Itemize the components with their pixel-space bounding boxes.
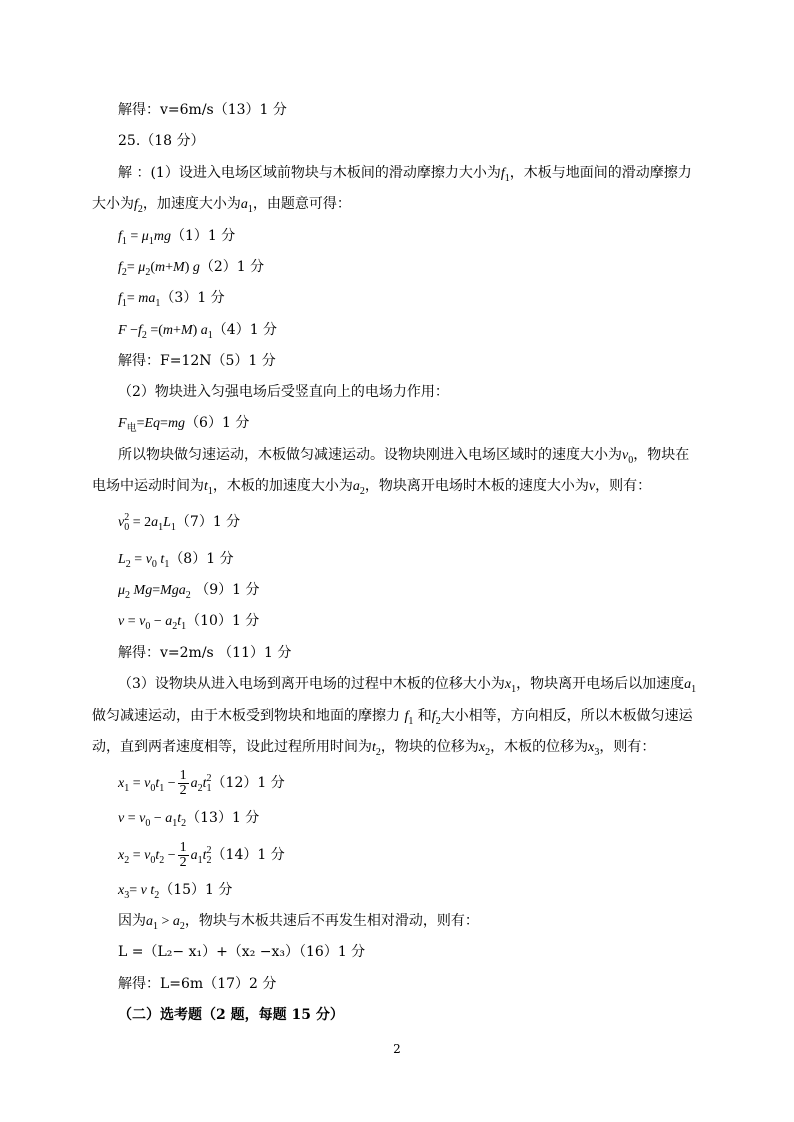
symbol-f2: $f_2$	[431, 709, 441, 727]
equation-body: $v = v_0 - a_2t_1$	[118, 614, 187, 632]
equation-tag: （14）1 分	[211, 847, 285, 863]
text-fragment: 大小为	[92, 196, 134, 212]
paragraph-3-line-1	[118, 674, 696, 695]
line-solution-13: 解得：v=6m/s（13）1 分	[118, 102, 287, 118]
equation-13	[118, 808, 259, 829]
equation-14	[118, 840, 285, 870]
text-fragment: 动，直到两者速度相等，设此过程所用时间为	[92, 739, 372, 755]
equation-tag: （4）1 分	[212, 322, 278, 338]
equation-body: $F_电=Eq=mg$	[118, 416, 186, 434]
equation-body: $f_1 = \mu_1mg$	[118, 229, 171, 247]
equation-tag: （10）1 分	[186, 613, 260, 629]
line-solution-11: 解得：v=2m/s （11）1 分	[118, 645, 292, 661]
equation-6	[118, 413, 249, 434]
symbol-a2: $a_2$	[352, 479, 365, 497]
equation-tag: （12）1 分	[211, 775, 285, 791]
paragraph-2-line-1	[118, 445, 689, 466]
equation-7	[118, 512, 240, 533]
symbol-t1: $t_1$	[204, 479, 213, 497]
text-fragment: ，物块在	[633, 447, 690, 463]
equation-15	[118, 880, 232, 901]
symbol-f1: $f_1$	[500, 166, 510, 184]
paragraph-3-line-3	[92, 737, 655, 758]
equation-tag: （7）1 分	[175, 514, 241, 530]
equation-2	[118, 257, 264, 278]
symbol-f1: $f_1$	[404, 709, 414, 727]
equation-tag: （1）1 分	[170, 228, 236, 244]
text-fragment: ，则有：	[595, 478, 652, 494]
text-fragment: 做匀减速运动，由于木板受到物块和地面的摩擦力	[92, 708, 400, 724]
equation-tag: （9）1 分	[195, 582, 260, 598]
text-fragment: （3）设物块从进入电场到离开电场的过程中木板的位移大小为	[118, 676, 505, 692]
equation-10	[118, 611, 259, 632]
fraction-half: $\frac{1}{2}$	[179, 768, 187, 799]
equation-body: $x_2 = v_0t_2$ − $\frac{1}{2}$ $a_1t_2^2$	[118, 840, 212, 871]
text-fragment: ，则有：	[599, 739, 656, 755]
text-fragment: ，木板与地面间的滑动摩擦力	[509, 165, 692, 181]
text-fragment: ，木板的加速度大小为	[212, 478, 353, 494]
text-fragment: 所以物块做匀速运动，木板做匀减速运动。设物块刚进入电场区域时的速度大小为	[118, 447, 622, 463]
equation-tag: （15）1 分	[159, 882, 233, 898]
text-fragment: ，由题意可得：	[252, 196, 351, 212]
text-fragment: ，物块的位移为	[380, 739, 479, 755]
equation-1	[118, 226, 235, 247]
equation-body: $v = v_0 - a_1t_2$	[118, 811, 187, 829]
equation-body: $f_2= \mu_2(m+M)$ g	[118, 260, 200, 278]
symbol-f2: $f_2$	[134, 197, 143, 215]
equation-tag: （8）1 分	[169, 551, 234, 567]
symbol-x3: $x_3$	[588, 740, 600, 758]
equation-body: $L_2 = v_0$ $t_1$	[118, 552, 170, 570]
text-fragment: 大小相等，方向相反，所以木板做匀速运	[440, 708, 693, 724]
paragraph-2-line-2	[92, 476, 651, 497]
symbol-v: v	[588, 479, 596, 494]
equation-tag: （6）1 分	[185, 415, 250, 431]
inequality-a1-gt-a2: $a_1 > a_2$	[146, 914, 185, 932]
symbol-a1: $a_1$	[240, 197, 253, 215]
equation-body: $x_1 = v_0t_1$ − $\frac{1}{2}$ $a_2t_1^2$	[118, 768, 212, 799]
text-fragment: 和	[417, 708, 432, 724]
symbol-x1: $x_1$	[504, 677, 517, 695]
equation-tag: （3）1 分	[160, 290, 225, 306]
text-fragment: ，木板的位移为	[490, 739, 589, 755]
symbol-v0: $v_0$	[622, 448, 634, 466]
part-2-intro: （2）物块进入匀强电场后受竖直向上的电场力作用：	[118, 384, 449, 400]
symbol-a1: $a_1$	[684, 677, 697, 695]
equation-body: $f_1= ma_1$	[118, 291, 161, 309]
paragraph-1-line-2	[92, 194, 351, 215]
section-heading-optional: （二）选考题（2 题，每题 15 分）	[118, 1007, 344, 1023]
paragraph-1-line-1	[118, 163, 692, 184]
text-fragment: ，物块离开电场后以加速度	[516, 676, 685, 692]
equation-4	[118, 320, 277, 341]
equation-body: $v_0^2 = 2a_1L_1$	[118, 512, 176, 533]
equation-body: $\mu_2$ Mg=Mga$_2$	[118, 583, 191, 601]
text-fragment: ，物块离开电场时木板的速度大小为	[364, 478, 589, 494]
text-fragment: 因为	[118, 913, 146, 929]
equation-16: L =（L₂− x₁）+（x₂ −x₃）（16）1 分	[118, 944, 366, 960]
equation-body: $x_3= v$ $t_2$	[118, 883, 160, 901]
symbol-t2: $t_2$	[372, 740, 381, 758]
equation-12	[118, 768, 285, 798]
equation-tag: （2）1 分	[199, 259, 265, 275]
question-25-heading: 25.（18 分）	[118, 133, 205, 149]
paragraph-3-line-2	[92, 706, 693, 727]
line-solution-17: 解得：L=6m（17）2 分	[118, 976, 277, 992]
equation-body: $F -f_2 =(m+M)$ $a_1$	[118, 323, 213, 341]
text-fragment: 解 ：(1）设进入电场区域前物块与木板间的滑动摩擦力大小为	[118, 165, 501, 181]
equation-3	[118, 288, 225, 309]
text-fragment: ，物块与木板共速后不再发生相对滑动，则有：	[184, 913, 479, 929]
paragraph-4	[118, 911, 479, 932]
page-number: 2	[393, 1042, 401, 1056]
line-solution-5: 解得：F=12N（5）1 分	[118, 353, 276, 369]
text-fragment: 电场中运动时间为	[92, 478, 204, 494]
symbol-x2: $x_2$	[478, 740, 491, 758]
equation-tag: （13）1 分	[186, 810, 260, 826]
equation-9	[118, 580, 260, 601]
equation-8	[118, 549, 234, 570]
fraction-half: $\frac{1}{2}$	[179, 840, 187, 871]
text-fragment: ，加速度大小为	[142, 196, 241, 212]
